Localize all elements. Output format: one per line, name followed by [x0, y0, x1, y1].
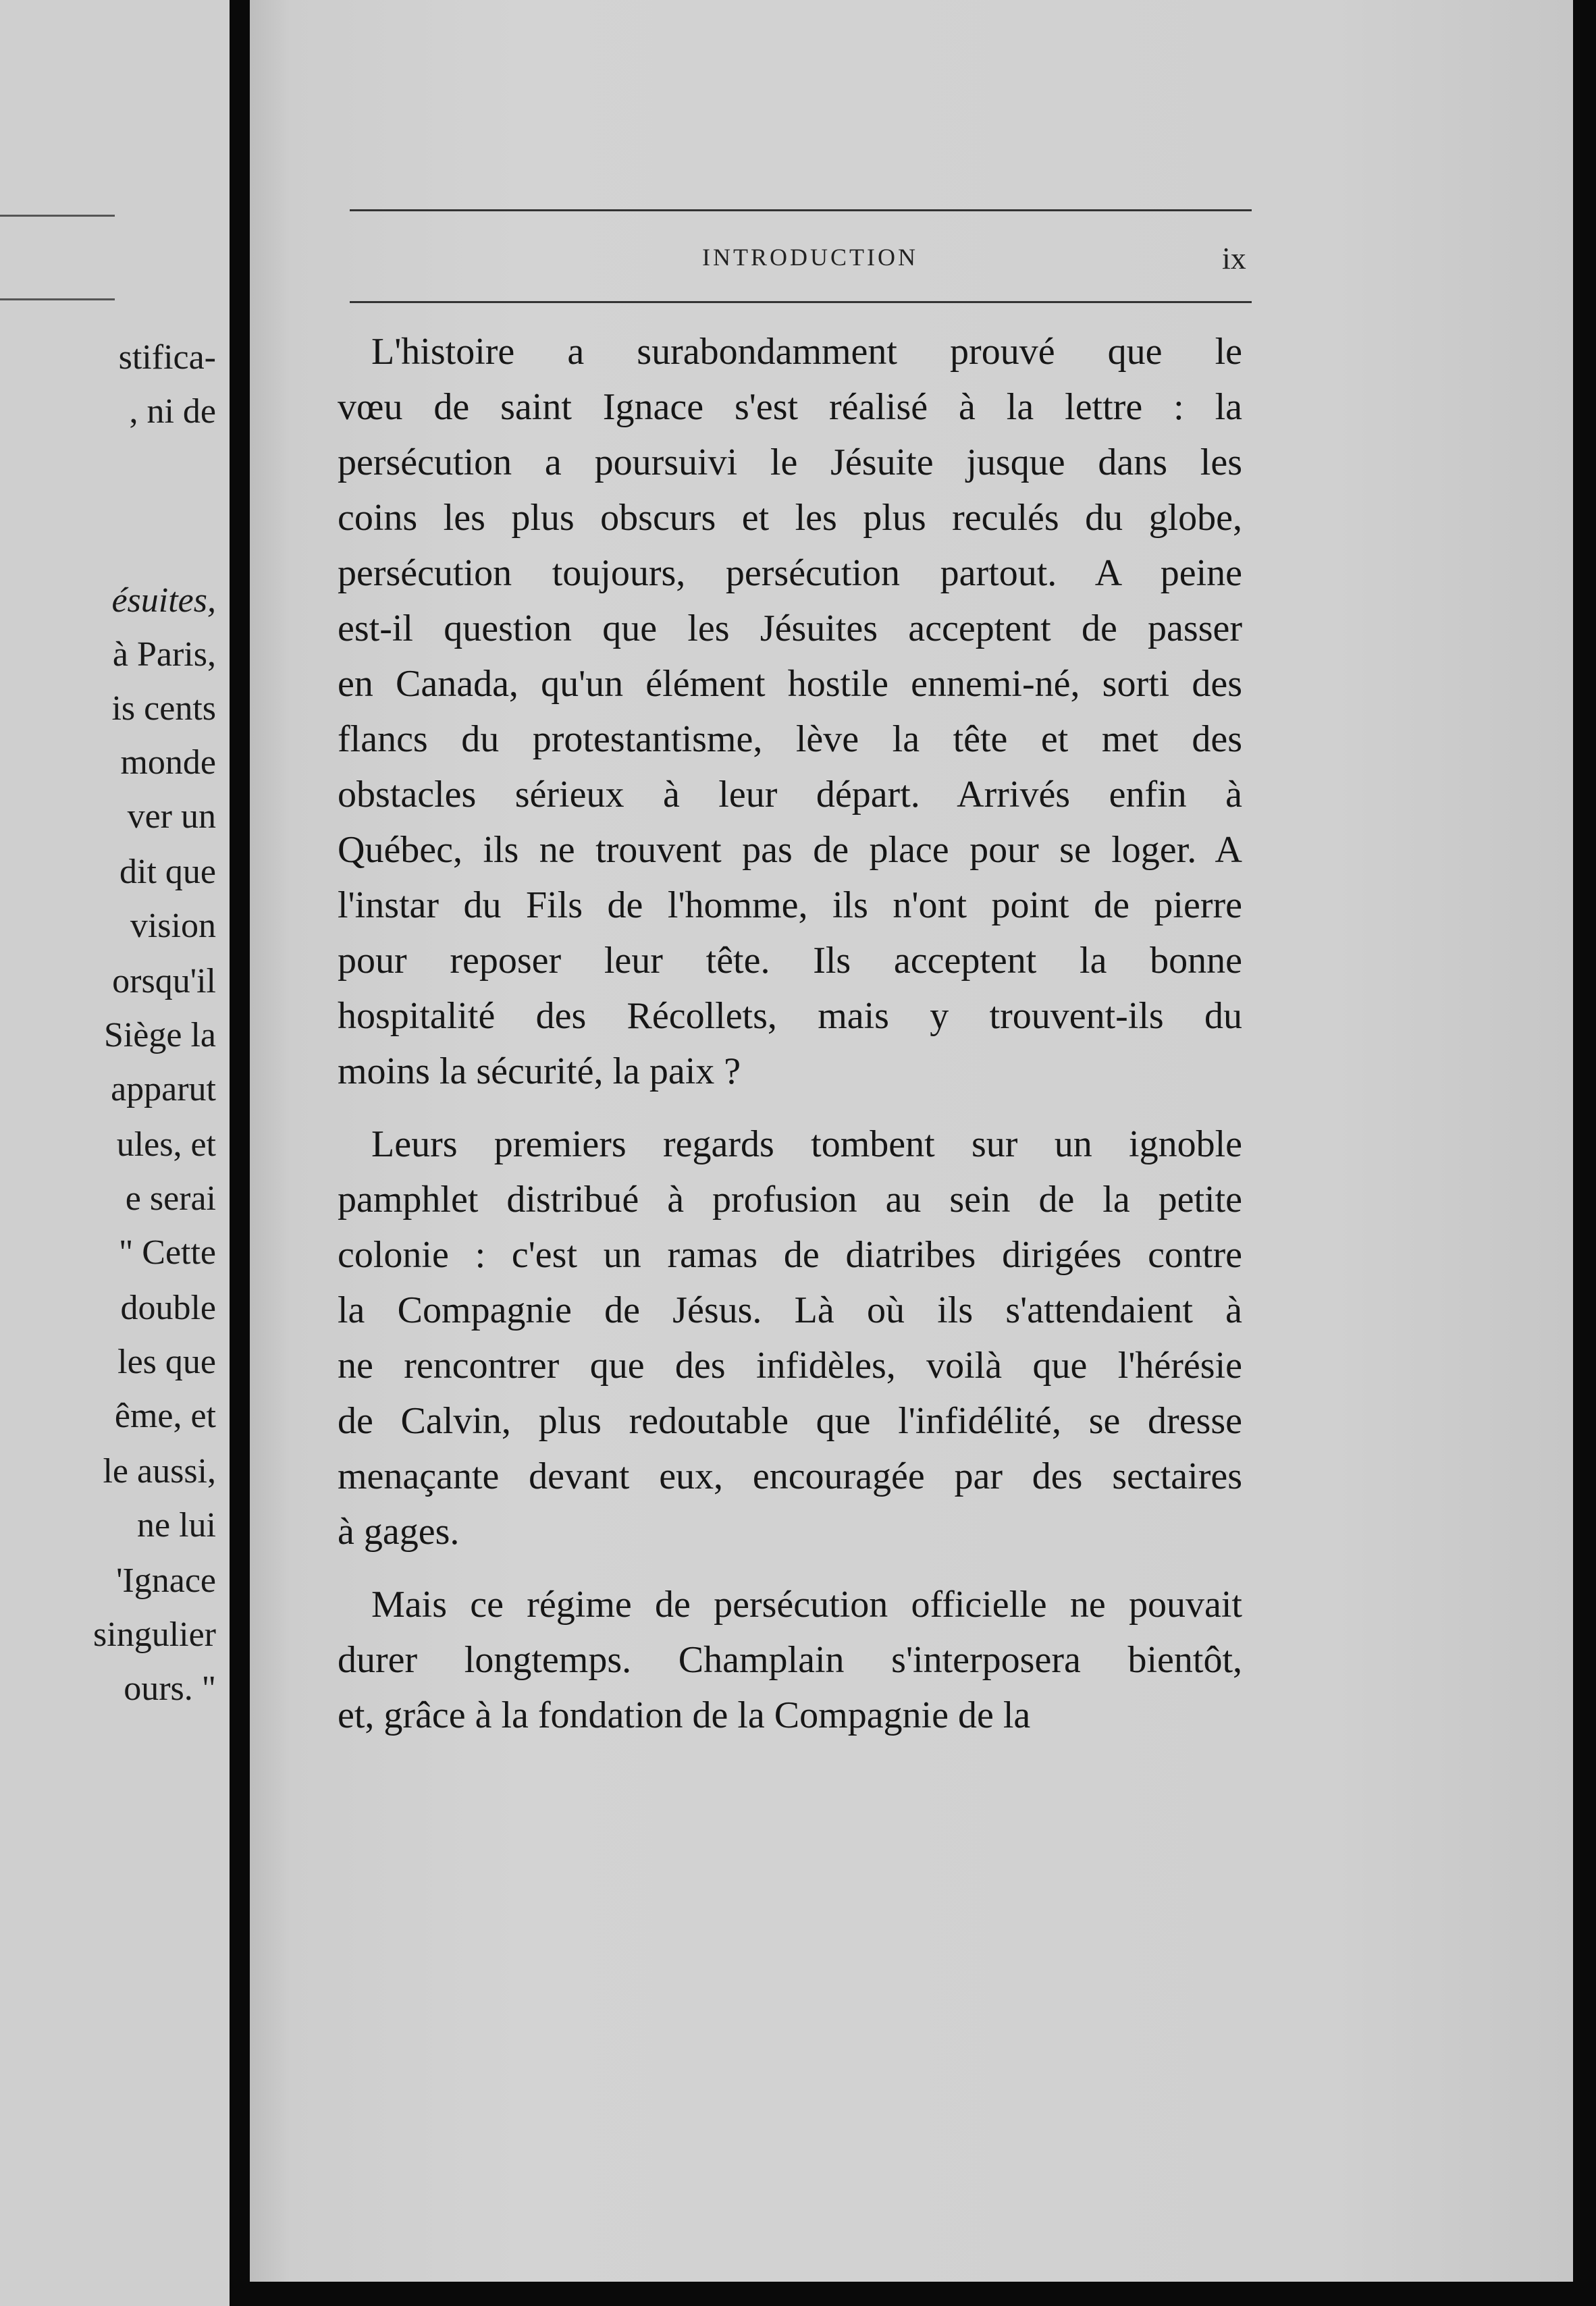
left-page-line: is cents [111, 689, 216, 728]
left-page-line: le aussi, [103, 1452, 216, 1491]
text-line: Mais ce régime de persécution officielle ne pouvait [371, 1584, 1242, 1626]
left-page-top-rule [0, 215, 115, 217]
text-line: vœu de saint Ignace s'est réalisé à la lettre : la [338, 386, 1242, 428]
left-page-line: double [120, 1289, 216, 1327]
previous-page-fragment [0, 0, 230, 2306]
text-line: coins les plus obscurs et les plus reculés du globe, [338, 497, 1242, 539]
body-text [338, 324, 1242, 1761]
left-page-line: ésuites, [111, 581, 216, 620]
left-page-line: ne lui [137, 1506, 216, 1545]
left-page-line: ours. " [124, 1669, 216, 1708]
left-page-second-rule [0, 298, 115, 300]
text-line: hospitalité des Récollets, mais y trouvent-ils du [338, 995, 1242, 1037]
left-page-line: e serai [125, 1179, 216, 1218]
text-line: colonie : c'est un ramas de diatribes dirigées contre [338, 1234, 1242, 1276]
left-page-line: vision [130, 907, 216, 945]
left-page-line: ver un [127, 797, 216, 836]
left-page-line: , ni de [129, 392, 216, 431]
text-line: Leurs premiers regards tombent sur un ignoble [371, 1123, 1242, 1165]
paragraph [338, 324, 1242, 1099]
text-line: ne rencontrer que des infidèles, voilà que l'hérésie [338, 1345, 1242, 1387]
left-page-line: dit que [119, 853, 216, 891]
text-line: obstacles sérieux à leur départ. Arrivés enfin à [338, 774, 1242, 815]
left-page-line: monde [120, 743, 216, 782]
left-page-line: ules, et [116, 1125, 216, 1164]
paragraph [338, 1577, 1242, 1743]
left-page-line: " Cette [119, 1233, 216, 1272]
text-line: L'histoire a surabondamment prouvé que le [371, 331, 1242, 373]
left-page-line: à Paris, [112, 635, 216, 674]
left-page-line: orsqu'il [112, 962, 216, 1000]
text-line: l'instar du Fils de l'homme, ils n'ont point de pierre [338, 884, 1242, 926]
text-line: menaçante devant eux, encouragée par des sectaires [338, 1455, 1242, 1497]
page-gutter [230, 0, 250, 2306]
page-number: ix [1222, 241, 1246, 275]
left-page-line: singulier [93, 1615, 216, 1654]
text-line: persécution toujours, persécution partout. A peine [338, 552, 1242, 594]
text-line: durer longtemps. Champlain s'interposera bientôt, [338, 1639, 1242, 1681]
running-head: INTRODUCTION [702, 244, 918, 271]
text-line: de Calvin, plus redoutable que l'infidélité, se dresse [338, 1400, 1242, 1442]
text-line: flancs du protestantisme, lève la tête et met des [338, 718, 1242, 760]
left-page-line: les que [117, 1343, 216, 1381]
text-line: pour reposer leur tête. Ils acceptent la bonne [338, 940, 1242, 982]
left-page-line: Siège la [103, 1016, 216, 1054]
left-page-line: 'Ignace [116, 1561, 216, 1600]
header-bottom-rule [350, 301, 1252, 303]
text-line: persécution a poursuivi le Jésuite jusque dans les [338, 441, 1242, 483]
left-page-line: ême, et [114, 1397, 216, 1435]
text-line: la Compagnie de Jésus. Là où ils s'attendaient à [338, 1289, 1242, 1331]
text-line: moins la sécurité, la paix ? [338, 1050, 741, 1092]
paragraph [338, 1117, 1242, 1559]
left-page-line: apparut [111, 1070, 216, 1108]
left-page-line: stifica- [118, 338, 216, 377]
text-line: est-il question que les Jésuites acceptent de passer [338, 608, 1242, 649]
text-line: pamphlet distribué à profusion au sein de la petite [338, 1179, 1242, 1221]
text-line: Québec, ils ne trouvent pas de place pour se loger. A [338, 829, 1242, 871]
text-line: en Canada, qu'un élément hostile ennemi-né, sorti des [338, 663, 1242, 705]
text-line: et, grâce à la fondation de la Compagnie de la [338, 1694, 1031, 1736]
book-page [250, 0, 1573, 2282]
text-line: à gages. [338, 1511, 460, 1553]
header-top-rule [350, 209, 1252, 211]
